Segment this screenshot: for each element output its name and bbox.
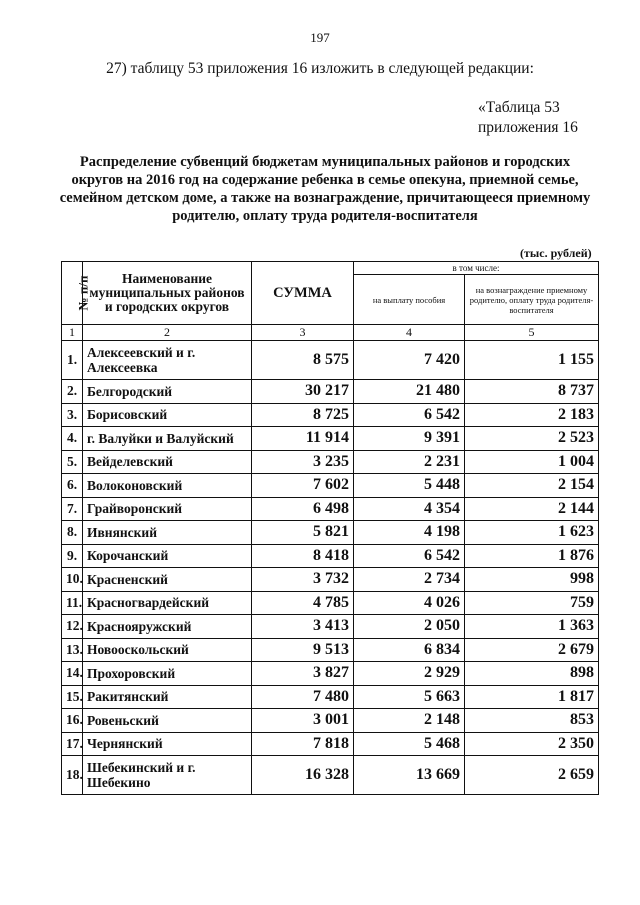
row-number: 7. bbox=[62, 497, 83, 521]
distribution-table bbox=[61, 261, 599, 795]
header-including: в том числе: bbox=[354, 262, 599, 275]
row-number: 9. bbox=[62, 544, 83, 568]
page-number: 197 bbox=[310, 30, 330, 45]
row-sum: 8 575 bbox=[252, 341, 354, 380]
row-number: 18. bbox=[62, 756, 83, 795]
row-reward: 853 bbox=[465, 709, 599, 733]
table-row bbox=[62, 591, 599, 615]
row-benefit: 5 468 bbox=[354, 732, 465, 756]
column-number: 4 bbox=[354, 325, 465, 341]
table-row bbox=[62, 709, 599, 733]
table-row bbox=[62, 474, 599, 498]
table-row bbox=[62, 403, 599, 427]
row-sum: 3 001 bbox=[252, 709, 354, 733]
row-sum: 8 418 bbox=[252, 544, 354, 568]
table-row bbox=[62, 732, 599, 756]
row-sum: 3 732 bbox=[252, 568, 354, 592]
row-reward: 8 737 bbox=[465, 380, 599, 404]
district-name: Прохоровский bbox=[83, 662, 252, 686]
column-number: 2 bbox=[83, 325, 252, 341]
row-benefit: 6 834 bbox=[354, 638, 465, 662]
row-reward: 1 876 bbox=[465, 544, 599, 568]
intro-text: 27) таблицу 53 приложения 16 изложить в следующей редакции: bbox=[106, 60, 534, 77]
row-reward: 1 623 bbox=[465, 521, 599, 545]
row-sum: 3 413 bbox=[252, 615, 354, 639]
row-sum: 11 914 bbox=[252, 427, 354, 451]
district-name: Алексеевский и г. Алексеевка bbox=[83, 341, 252, 380]
row-benefit: 2 929 bbox=[354, 662, 465, 686]
table-row bbox=[62, 427, 599, 451]
table-row bbox=[62, 341, 599, 380]
district-name: Красненский bbox=[83, 568, 252, 592]
column-number: 1 bbox=[62, 325, 83, 341]
row-benefit: 4 026 bbox=[354, 591, 465, 615]
district-name: Краснояружский bbox=[83, 615, 252, 639]
row-number: 15. bbox=[62, 685, 83, 709]
district-name: г. Валуйки и Валуйский bbox=[83, 427, 252, 451]
row-number: 4. bbox=[62, 427, 83, 451]
row-number: 1. bbox=[62, 341, 83, 380]
header-num: № п/п bbox=[62, 262, 83, 325]
row-benefit: 4 354 bbox=[354, 497, 465, 521]
row-reward: 898 bbox=[465, 662, 599, 686]
row-reward: 759 bbox=[465, 591, 599, 615]
header-reward: на вознаграждение приемному родителю, оплату труда родителя-воспитателя bbox=[465, 275, 599, 325]
district-name: Красногвардейский bbox=[83, 591, 252, 615]
district-name: Новооскольский bbox=[83, 638, 252, 662]
row-number: 3. bbox=[62, 403, 83, 427]
row-sum: 6 498 bbox=[252, 497, 354, 521]
row-number: 10. bbox=[62, 568, 83, 592]
district-name: Грайворонский bbox=[83, 497, 252, 521]
table-row bbox=[62, 685, 599, 709]
row-reward: 1 004 bbox=[465, 450, 599, 474]
table-reference-line1: «Таблица 53 bbox=[478, 99, 560, 116]
row-reward: 2 679 bbox=[465, 638, 599, 662]
row-reward: 2 659 bbox=[465, 756, 599, 795]
row-sum: 16 328 bbox=[252, 756, 354, 795]
district-name: Шебекинский и г. Шебекино bbox=[83, 756, 252, 795]
row-sum: 8 725 bbox=[252, 403, 354, 427]
district-name: Ракитянский bbox=[83, 685, 252, 709]
row-number: 11. bbox=[62, 591, 83, 615]
row-number: 8. bbox=[62, 521, 83, 545]
table-row bbox=[62, 497, 599, 521]
row-benefit: 6 542 bbox=[354, 544, 465, 568]
row-number: 17. bbox=[62, 732, 83, 756]
row-sum: 7 818 bbox=[252, 732, 354, 756]
column-numbers-row bbox=[62, 325, 599, 341]
row-reward: 2 154 bbox=[465, 474, 599, 498]
district-name: Ровеньский bbox=[83, 709, 252, 733]
district-name: Белгородский bbox=[83, 380, 252, 404]
row-benefit: 2 231 bbox=[354, 450, 465, 474]
row-number: 14. bbox=[62, 662, 83, 686]
row-reward: 998 bbox=[465, 568, 599, 592]
table-row bbox=[62, 380, 599, 404]
row-sum: 4 785 bbox=[252, 591, 354, 615]
table-row bbox=[62, 544, 599, 568]
district-name: Борисовский bbox=[83, 403, 252, 427]
row-number: 5. bbox=[62, 450, 83, 474]
row-benefit: 13 669 bbox=[354, 756, 465, 795]
document-title: Распределение субвенций бюджетам муниципальных районов и городских округов на 2016 год на содержание ребенка в семье опекуна, приемной семье, семейном детском доме, а также на вознаграждение, причитающееся приемному родителю, оплату труда родителя-воспитателя bbox=[59, 154, 591, 224]
row-reward: 2 144 bbox=[465, 497, 599, 521]
row-reward: 2 183 bbox=[465, 403, 599, 427]
row-number: 16. bbox=[62, 709, 83, 733]
row-number: 2. bbox=[62, 380, 83, 404]
district-name: Волоконовский bbox=[83, 474, 252, 498]
row-sum: 3 827 bbox=[252, 662, 354, 686]
row-number: 12. bbox=[62, 615, 83, 639]
row-sum: 5 821 bbox=[252, 521, 354, 545]
table-reference-line2: приложения 16 bbox=[478, 119, 578, 136]
table-row bbox=[62, 756, 599, 795]
row-benefit: 7 420 bbox=[354, 341, 465, 380]
district-name: Ивнянский bbox=[83, 521, 252, 545]
row-benefit: 6 542 bbox=[354, 403, 465, 427]
row-reward: 1 155 bbox=[465, 341, 599, 380]
row-sum: 7 602 bbox=[252, 474, 354, 498]
row-number: 6. bbox=[62, 474, 83, 498]
row-reward: 1 363 bbox=[465, 615, 599, 639]
table-reference bbox=[478, 98, 578, 138]
row-sum: 7 480 bbox=[252, 685, 354, 709]
header-sum: СУММА bbox=[252, 262, 354, 325]
row-benefit: 2 734 bbox=[354, 568, 465, 592]
table-row bbox=[62, 568, 599, 592]
row-benefit: 4 198 bbox=[354, 521, 465, 545]
table-row bbox=[62, 662, 599, 686]
table-row bbox=[62, 521, 599, 545]
row-benefit: 2 148 bbox=[354, 709, 465, 733]
row-benefit: 9 391 bbox=[354, 427, 465, 451]
header-benefit: на выплату пособия bbox=[354, 275, 465, 325]
row-sum: 3 235 bbox=[252, 450, 354, 474]
table-row bbox=[62, 450, 599, 474]
district-name: Вейделевский bbox=[83, 450, 252, 474]
row-number: 13. bbox=[62, 638, 83, 662]
row-benefit: 2 050 bbox=[354, 615, 465, 639]
row-benefit: 21 480 bbox=[354, 380, 465, 404]
district-name: Корочанский bbox=[83, 544, 252, 568]
row-benefit: 5 663 bbox=[354, 685, 465, 709]
row-benefit: 5 448 bbox=[354, 474, 465, 498]
row-reward: 1 817 bbox=[465, 685, 599, 709]
units-label: (тыс. рублей) bbox=[520, 246, 592, 260]
table-row bbox=[62, 615, 599, 639]
row-sum: 30 217 bbox=[252, 380, 354, 404]
column-number: 3 bbox=[252, 325, 354, 341]
row-reward: 2 523 bbox=[465, 427, 599, 451]
table-row bbox=[62, 638, 599, 662]
district-name: Чернянский bbox=[83, 732, 252, 756]
header-name: Наименование муниципальных районов и городских округов bbox=[83, 262, 252, 325]
column-number: 5 bbox=[465, 325, 599, 341]
row-sum: 9 513 bbox=[252, 638, 354, 662]
row-reward: 2 350 bbox=[465, 732, 599, 756]
